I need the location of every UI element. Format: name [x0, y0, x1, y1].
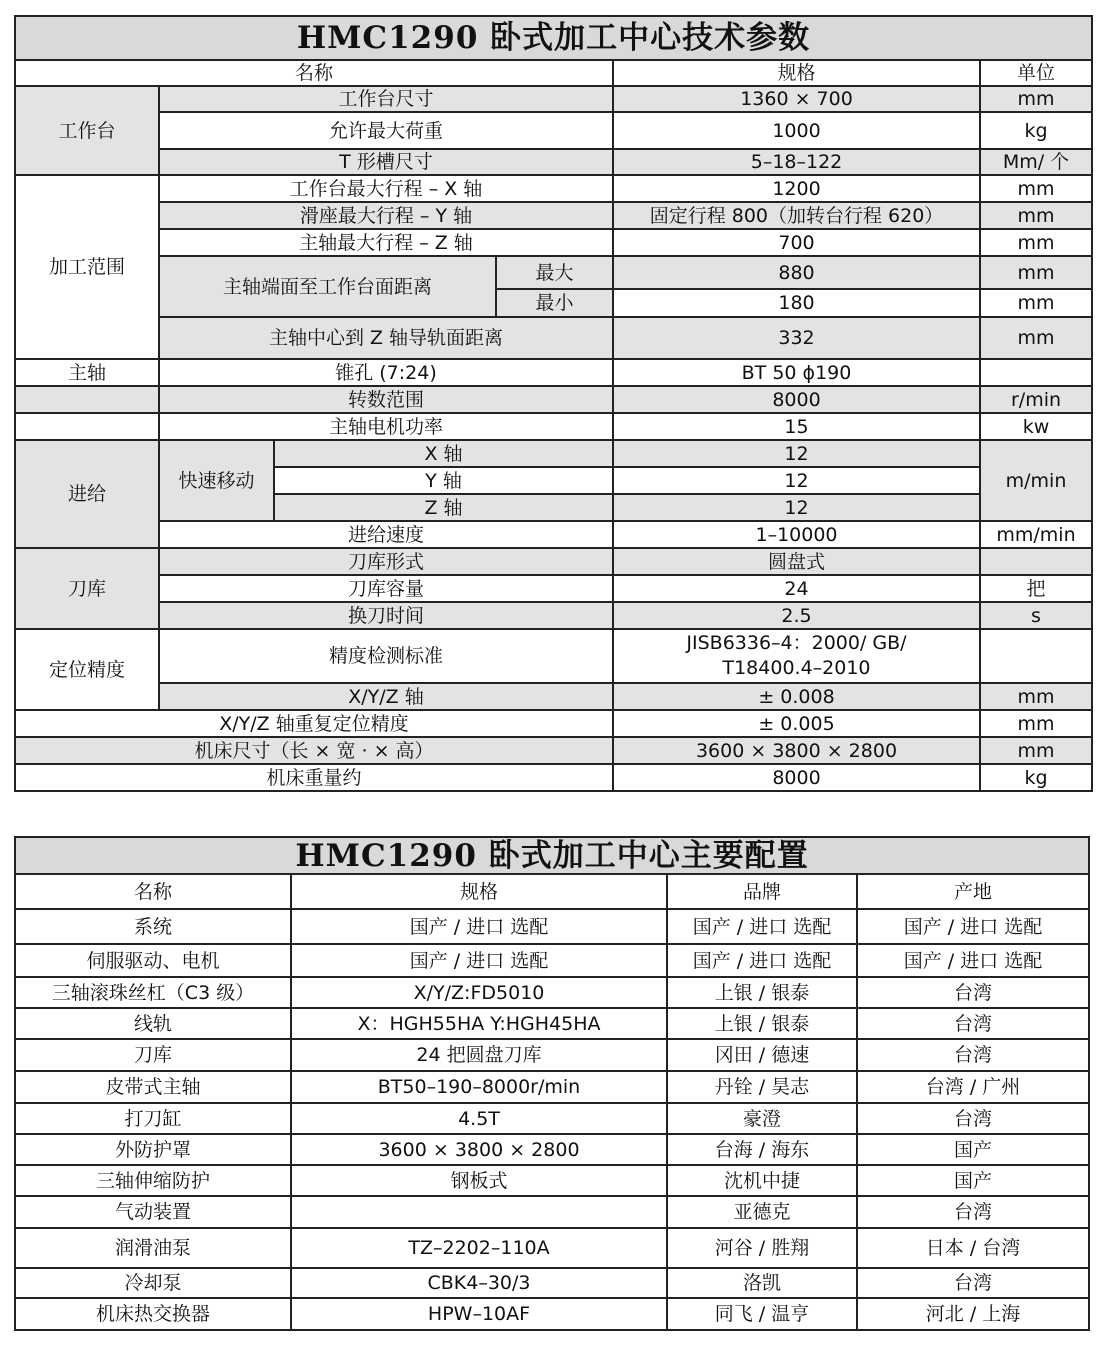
group-spindle: 主轴: [15, 359, 159, 386]
row-spec: 8000: [613, 386, 980, 413]
table-row: [15, 202, 1092, 229]
cfg-origin: 国产 / 进口 选配: [857, 909, 1089, 944]
row-unit: mm: [980, 710, 1092, 737]
table-row: [15, 256, 1092, 289]
spec-header-row: [15, 60, 1092, 86]
row-unit: mm: [980, 256, 1092, 289]
cfg-name: 伺服驱动、电机: [15, 944, 291, 977]
row-spec: ± 0.005: [613, 710, 980, 737]
table-row: [15, 112, 1092, 149]
header-spec: 规格: [613, 60, 980, 86]
sub-label-min: 最小: [496, 289, 613, 317]
cfg-origin: 台湾: [857, 1039, 1089, 1071]
cfg-brand: 上银 / 银泰: [667, 977, 857, 1008]
row-spec: 1000: [613, 112, 980, 149]
table-row: [15, 440, 1092, 467]
table-row: [15, 1039, 1089, 1071]
row-unit: kg: [980, 764, 1092, 791]
row-unit: s: [980, 602, 1092, 629]
header-spec: 规格: [291, 874, 667, 909]
config-header-row: [15, 874, 1089, 909]
row-name: 滑座最大行程 – Y 轴: [159, 202, 613, 229]
cfg-spec: 24 把圆盘刀库: [291, 1039, 667, 1071]
cfg-origin: 台湾: [857, 1196, 1089, 1228]
row-name: 主轴最大行程 – Z 轴: [159, 229, 613, 256]
row-spec: 8000: [613, 764, 980, 791]
table-row: [15, 386, 1092, 413]
table-row: [15, 909, 1089, 944]
row-unit: [980, 629, 1092, 683]
table-row: [15, 1134, 1089, 1165]
row-spec: 700: [613, 229, 980, 256]
table-row: [15, 521, 1092, 548]
row-name: 主轴中心到 Z 轴导轨面距离: [159, 317, 613, 359]
row-unit: 把: [980, 575, 1092, 602]
cfg-name: 皮带式主轴: [15, 1071, 291, 1103]
row-name: 机床重量约: [15, 764, 613, 791]
cfg-brand: 同飞 / 温亨: [667, 1298, 857, 1330]
table-row: [15, 1008, 1089, 1039]
row-unit: mm: [980, 229, 1092, 256]
header-origin: 产地: [857, 874, 1089, 909]
row-spec: 3600 × 3800 × 2800: [613, 737, 980, 764]
group-feed: 进给: [15, 440, 159, 548]
cfg-origin: 台湾: [857, 977, 1089, 1008]
spec-table: [14, 15, 1093, 792]
header-name: 名称: [15, 874, 291, 909]
cfg-brand: 亚德克: [667, 1196, 857, 1228]
row-spec: 1200: [613, 175, 980, 202]
cfg-brand: 河谷 / 胜翔: [667, 1228, 857, 1268]
header-name: 名称: [15, 60, 613, 86]
cfg-origin: 日本 / 台湾: [857, 1228, 1089, 1268]
spec-table-title: HMC1290 卧式加工中心技术参数: [15, 16, 1092, 60]
cfg-brand: 国产 / 进口 选配: [667, 944, 857, 977]
row-spec: 12: [613, 494, 980, 521]
row-spec: 332: [613, 317, 980, 359]
row-name: X/Y/Z 轴: [159, 683, 613, 710]
table-row: [15, 977, 1089, 1008]
table-row: [15, 575, 1092, 602]
row-name: 精度检测标准: [159, 629, 613, 683]
row-name: 刀库容量: [159, 575, 613, 602]
table-row: [15, 710, 1092, 737]
cfg-origin: 国产 / 进口 选配: [857, 944, 1089, 977]
cfg-brand: 豪澄: [667, 1103, 857, 1134]
header-brand: 品牌: [667, 874, 857, 909]
row-unit: mm: [980, 289, 1092, 317]
cfg-spec: BT50–190–8000r/min: [291, 1071, 667, 1103]
cfg-spec: 4.5T: [291, 1103, 667, 1134]
cfg-name: 外防护罩: [15, 1134, 291, 1165]
cfg-name: 线轨: [15, 1008, 291, 1039]
row-spec: 24: [613, 575, 980, 602]
table-row: [15, 1196, 1089, 1228]
cfg-brand: 冈田 / 德速: [667, 1039, 857, 1071]
row-name: 主轴电机功率: [159, 413, 613, 440]
table-row: [15, 413, 1092, 440]
table-row: [15, 683, 1092, 710]
group-magazine: 刀库: [15, 548, 159, 629]
row-unit: m/min: [980, 440, 1092, 521]
cfg-name: 气动装置: [15, 1196, 291, 1228]
row-spec: 1360 × 700: [613, 86, 980, 112]
group-blank: [15, 413, 159, 440]
cfg-brand: 沈机中捷: [667, 1165, 857, 1196]
row-spec: 圆盘式: [613, 548, 980, 575]
cfg-name: 三轴滚珠丝杠（C3 级）: [15, 977, 291, 1008]
cfg-origin: 台湾 / 广州: [857, 1071, 1089, 1103]
cfg-spec: HPW–10AF: [291, 1298, 667, 1330]
table-row: [15, 317, 1092, 359]
row-name: X/Y/Z 轴重复定位精度: [15, 710, 613, 737]
cfg-spec: 钢板式: [291, 1165, 667, 1196]
cfg-origin: 台湾: [857, 1268, 1089, 1298]
cfg-origin: 台湾: [857, 1103, 1089, 1134]
row-name: 机床尺寸（长 × 宽 · × 高）: [15, 737, 613, 764]
row-spec: [613, 629, 980, 683]
cfg-brand: 洛凯: [667, 1268, 857, 1298]
standard-line-1: JISB6336–4：2000/ GB/: [686, 632, 907, 654]
row-spec: 12: [613, 440, 980, 467]
config-table-title: HMC1290 卧式加工中心主要配置: [15, 837, 1089, 874]
row-name: 进给速度: [159, 521, 613, 548]
table-row: [15, 737, 1092, 764]
cfg-origin: 国产: [857, 1165, 1089, 1196]
row-spec: 12: [613, 467, 980, 494]
table-row: [15, 1103, 1089, 1134]
row-spec: 5–18–122: [613, 149, 980, 175]
row-unit: mm: [980, 317, 1092, 359]
row-spec: 1–10000: [613, 521, 980, 548]
row-unit: mm: [980, 86, 1092, 112]
row-name: 锥孔 (7:24): [159, 359, 613, 386]
row-name: 工作台最大行程 – X 轴: [159, 175, 613, 202]
standard-line-2: T18400.4–2010: [722, 657, 871, 679]
cfg-brand: 台海 / 海东: [667, 1134, 857, 1165]
cfg-name: 打刀缸: [15, 1103, 291, 1134]
row-spec: ± 0.008: [613, 683, 980, 710]
row-unit: mm: [980, 683, 1092, 710]
table-row: [15, 359, 1092, 386]
row-name: 工作台尺寸: [159, 86, 613, 112]
cfg-spec: 3600 × 3800 × 2800: [291, 1134, 667, 1165]
cfg-brand: 上银 / 银泰: [667, 1008, 857, 1039]
group-worktable: 工作台: [15, 86, 159, 175]
header-unit: 单位: [980, 60, 1092, 86]
cfg-spec: [291, 1196, 667, 1228]
table-row: [15, 944, 1089, 977]
cfg-spec: 国产 / 进口 选配: [291, 944, 667, 977]
cfg-origin: 台湾: [857, 1008, 1089, 1039]
table-row: [15, 149, 1092, 175]
table-row: [15, 86, 1092, 112]
table-row: [15, 1165, 1089, 1196]
cfg-name: 刀库: [15, 1039, 291, 1071]
table-row: [15, 548, 1092, 575]
row-unit: mm: [980, 737, 1092, 764]
table-row: [15, 229, 1092, 256]
row-unit: Mm/ 个: [980, 149, 1092, 175]
table-row: [15, 1071, 1089, 1103]
axis-label: Y 轴: [274, 467, 613, 494]
row-unit: mm/min: [980, 521, 1092, 548]
row-spec: BT 50 ϕ190: [613, 359, 980, 386]
rapid-label: 快速移动: [159, 440, 274, 521]
row-name: 转数范围: [159, 386, 613, 413]
row-name: 允许最大荷重: [159, 112, 613, 149]
row-unit: r/min: [980, 386, 1092, 413]
cfg-spec: 国产 / 进口 选配: [291, 909, 667, 944]
table-row: [15, 175, 1092, 202]
sub-label-max: 最大: [496, 256, 613, 289]
table-row: [15, 1298, 1089, 1330]
row-unit: [980, 548, 1092, 575]
cfg-name: 三轴伸缩防护: [15, 1165, 291, 1196]
cfg-brand: 丹铨 / 昊志: [667, 1071, 857, 1103]
table-row: [15, 1228, 1089, 1268]
cfg-name: 系统: [15, 909, 291, 944]
row-spec: 固定行程 800（加转台行程 620）: [613, 202, 980, 229]
cfg-spec: X：HGH55HA Y:HGH45HA: [291, 1008, 667, 1039]
config-table: [14, 836, 1090, 1331]
row-unit: [980, 359, 1092, 386]
group-blank: [15, 386, 159, 413]
table-row: [15, 1268, 1089, 1298]
axis-label: Z 轴: [274, 494, 613, 521]
cfg-name: 润滑油泵: [15, 1228, 291, 1268]
group-accuracy: 定位精度: [15, 629, 159, 710]
cfg-spec: TZ–2202–110A: [291, 1228, 667, 1268]
row-spec: 2.5: [613, 602, 980, 629]
row-name: 刀库形式: [159, 548, 613, 575]
cfg-spec: CBK4–30/3: [291, 1268, 667, 1298]
cfg-brand: 国产 / 进口 选配: [667, 909, 857, 944]
cfg-name: 机床热交换器: [15, 1298, 291, 1330]
cfg-origin: 河北 / 上海: [857, 1298, 1089, 1330]
cfg-spec: X/Y/Z:FD5010: [291, 977, 667, 1008]
group-range: 加工范围: [15, 175, 159, 359]
cfg-name: 冷却泵: [15, 1268, 291, 1298]
row-spec: 880: [613, 256, 980, 289]
row-unit: kw: [980, 413, 1092, 440]
axis-label: X 轴: [274, 440, 613, 467]
row-name: 换刀时间: [159, 602, 613, 629]
table-row: [15, 629, 1092, 683]
row-name: 主轴端面至工作台面距离: [159, 256, 496, 317]
cfg-origin: 国产: [857, 1134, 1089, 1165]
row-unit: mm: [980, 202, 1092, 229]
row-spec: 180: [613, 289, 980, 317]
table-row: [15, 602, 1092, 629]
row-spec: 15: [613, 413, 980, 440]
row-unit: kg: [980, 112, 1092, 149]
table-row: [15, 764, 1092, 791]
row-name: T 形槽尺寸: [159, 149, 613, 175]
row-unit: mm: [980, 175, 1092, 202]
